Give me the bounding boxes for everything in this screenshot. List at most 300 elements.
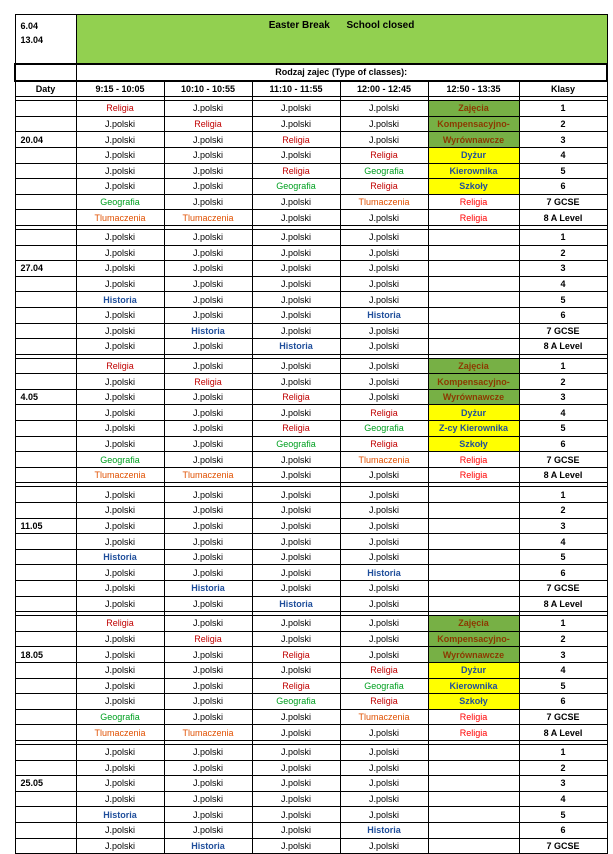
period-5-cell [428, 565, 519, 581]
class-label: 7 GCSE [519, 709, 607, 725]
lesson-cell: Religia [340, 147, 428, 163]
lesson-cell: Geografia [76, 194, 164, 210]
week-date-blank [15, 163, 76, 179]
week-date: 27.04 [15, 261, 76, 277]
week-date: 20.04 [15, 132, 76, 148]
lesson-cell: J.polski [252, 101, 340, 117]
period-5-cell: Zajęcia [428, 101, 519, 117]
col-header-daty: Daty [15, 81, 76, 97]
lesson-cell: Historia [76, 292, 164, 308]
lesson-cell: Historia [164, 838, 252, 854]
lesson-cell: Historia [252, 596, 340, 612]
lesson-cell: Historia [76, 807, 164, 823]
col-header-period-3: 11:10 - 11:55 [252, 81, 340, 97]
lesson-cell: J.polski [76, 389, 164, 405]
lesson-cell: J.polski [164, 744, 252, 760]
period-5-cell [428, 307, 519, 323]
class-label: 4 [519, 791, 607, 807]
lesson-cell: J.polski [164, 776, 252, 792]
lesson-cell: J.polski [164, 194, 252, 210]
lesson-cell: J.polski [252, 565, 340, 581]
lesson-cell: Historia [340, 822, 428, 838]
schedule-row [15, 647, 607, 663]
lesson-cell: J.polski [164, 534, 252, 550]
lesson-cell: J.polski [164, 596, 252, 612]
lesson-cell: J.polski [76, 374, 164, 390]
schedule-row [15, 307, 607, 323]
period-5-cell: Kierownika [428, 678, 519, 694]
lesson-cell: J.polski [76, 229, 164, 245]
lesson-cell: J.polski [252, 405, 340, 421]
lesson-cell: J.polski [252, 307, 340, 323]
class-label: 1 [519, 101, 607, 117]
class-label: 3 [519, 647, 607, 663]
lesson-cell: Religia [76, 616, 164, 632]
schedule-row [15, 339, 607, 355]
lesson-cell: Historia [340, 307, 428, 323]
lesson-cell: J.polski [164, 389, 252, 405]
period-5-cell [428, 276, 519, 292]
schedule-row [15, 776, 607, 792]
schedule-row [15, 163, 607, 179]
lesson-cell: J.polski [340, 807, 428, 823]
week-date-blank [15, 245, 76, 261]
lesson-cell: J.polski [252, 229, 340, 245]
schedule-row [15, 210, 607, 226]
lesson-cell: J.polski [164, 452, 252, 468]
lesson-cell: J.polski [252, 549, 340, 565]
lesson-cell: Religia [252, 389, 340, 405]
lesson-cell: J.polski [340, 838, 428, 854]
period-5-cell: Z-cy Kierownika [428, 421, 519, 437]
week-date-blank [15, 276, 76, 292]
lesson-cell: J.polski [76, 662, 164, 678]
period-5-cell [428, 822, 519, 838]
week-date: 11.05 [15, 518, 76, 534]
schedule-row [15, 822, 607, 838]
lesson-cell: Religia [76, 101, 164, 117]
lesson-cell: J.polski [164, 487, 252, 503]
break-date-1: 6.04 [20, 21, 39, 31]
schedule-row [15, 709, 607, 725]
lesson-cell: Religia [252, 421, 340, 437]
week-date-blank [15, 147, 76, 163]
schedule-row [15, 581, 607, 597]
lesson-cell: Religia [340, 662, 428, 678]
schedule-row [15, 261, 607, 277]
lesson-cell: J.polski [76, 307, 164, 323]
period-5-cell [428, 760, 519, 776]
lesson-cell: J.polski [164, 822, 252, 838]
class-label: 2 [519, 631, 607, 647]
period-5-cell [428, 549, 519, 565]
schedule-row [15, 229, 607, 245]
lesson-cell: J.polski [76, 276, 164, 292]
class-label: 5 [519, 807, 607, 823]
class-label: 4 [519, 147, 607, 163]
week-date-blank [15, 694, 76, 710]
lesson-cell: Tlumaczenia [340, 709, 428, 725]
week-date-blank [15, 822, 76, 838]
lesson-cell: J.polski [252, 245, 340, 261]
lesson-cell: Religia [164, 374, 252, 390]
class-label: 7 GCSE [519, 838, 607, 854]
class-label: 8 A Level [519, 210, 607, 226]
period-5-cell: Wyrównawcze [428, 389, 519, 405]
lesson-cell: J.polski [340, 292, 428, 308]
lesson-cell: Religia [252, 163, 340, 179]
class-label: 1 [519, 229, 607, 245]
period-5-cell [428, 292, 519, 308]
lesson-cell: J.polski [76, 581, 164, 597]
class-label: 6 [519, 822, 607, 838]
lesson-cell: J.polski [252, 709, 340, 725]
lesson-cell: J.polski [164, 292, 252, 308]
lesson-cell: J.polski [164, 147, 252, 163]
class-label: 6 [519, 179, 607, 195]
lesson-cell: J.polski [76, 776, 164, 792]
schedule-row [15, 452, 607, 468]
lesson-cell: J.polski [76, 678, 164, 694]
schedule-row [15, 467, 607, 483]
lesson-cell: J.polski [340, 116, 428, 132]
lesson-cell: J.polski [340, 358, 428, 374]
lesson-cell: J.polski [340, 101, 428, 117]
break-dates [15, 15, 76, 65]
class-label: 6 [519, 694, 607, 710]
week-date-blank [15, 631, 76, 647]
lesson-cell: J.polski [164, 179, 252, 195]
lesson-cell: J.polski [252, 776, 340, 792]
lesson-cell: J.polski [340, 487, 428, 503]
schedule-row [15, 694, 607, 710]
lesson-cell: J.polski [252, 374, 340, 390]
lesson-cell: J.polski [164, 421, 252, 437]
lesson-cell: J.polski [340, 339, 428, 355]
schedule-row [15, 678, 607, 694]
class-label: 6 [519, 436, 607, 452]
class-label: 2 [519, 760, 607, 776]
lesson-cell: Tlumaczenia [76, 467, 164, 483]
class-label: 3 [519, 132, 607, 148]
lesson-cell: J.polski [164, 616, 252, 632]
lesson-cell: J.polski [164, 276, 252, 292]
period-5-cell [428, 807, 519, 823]
schedule-row [15, 725, 607, 741]
lesson-cell: J.polski [340, 389, 428, 405]
lesson-cell: J.polski [252, 147, 340, 163]
lesson-cell: Religia [340, 436, 428, 452]
week-date-blank [15, 323, 76, 339]
period-5-cell [428, 596, 519, 612]
lesson-cell: J.polski [252, 616, 340, 632]
lesson-cell: Geografia [252, 179, 340, 195]
lesson-cell: J.polski [252, 807, 340, 823]
lesson-cell: Geografia [340, 421, 428, 437]
lesson-cell: J.polski [252, 292, 340, 308]
lesson-cell: J.polski [76, 323, 164, 339]
lesson-cell: J.polski [252, 662, 340, 678]
week-date: 25.05 [15, 776, 76, 792]
lesson-cell: J.polski [340, 503, 428, 519]
class-label: 4 [519, 405, 607, 421]
lesson-cell: J.polski [252, 725, 340, 741]
class-label: 1 [519, 487, 607, 503]
lesson-cell: Religia [340, 405, 428, 421]
lesson-cell: J.polski [340, 549, 428, 565]
lesson-cell: J.polski [252, 503, 340, 519]
class-label: 5 [519, 292, 607, 308]
lesson-cell: J.polski [252, 581, 340, 597]
period-5-cell: Szkoły [428, 179, 519, 195]
lesson-cell: J.polski [164, 339, 252, 355]
easter-break-row [15, 15, 607, 65]
period-5-cell: Wyrównawcze [428, 132, 519, 148]
col-header-period-4: 12:00 - 12:45 [340, 81, 428, 97]
col-header-klasy: Klasy [519, 81, 607, 97]
lesson-cell: J.polski [340, 596, 428, 612]
schedule-row [15, 503, 607, 519]
class-label: 3 [519, 389, 607, 405]
period-5-cell: Zajęcia [428, 358, 519, 374]
lesson-cell: J.polski [76, 421, 164, 437]
schedule-row [15, 276, 607, 292]
lesson-cell: J.polski [340, 467, 428, 483]
week-date-blank [15, 534, 76, 550]
lesson-cell: Geografia [252, 436, 340, 452]
period-5-cell [428, 534, 519, 550]
lesson-cell: J.polski [252, 822, 340, 838]
column-header-row [15, 81, 607, 97]
week-date-blank [15, 421, 76, 437]
class-label: 3 [519, 776, 607, 792]
lesson-cell: Tlumaczenia [340, 194, 428, 210]
class-label: 8 A Level [519, 467, 607, 483]
schedule-row [15, 101, 607, 117]
type-of-classes-label: Rodzaj zajec (Type of classes): [76, 64, 607, 81]
lesson-cell: J.polski [76, 147, 164, 163]
week-date: 4.05 [15, 389, 76, 405]
class-label: 5 [519, 678, 607, 694]
lesson-cell: J.polski [252, 518, 340, 534]
lesson-cell: J.polski [340, 631, 428, 647]
lesson-cell: J.polski [340, 581, 428, 597]
class-label: 5 [519, 421, 607, 437]
class-label: 4 [519, 276, 607, 292]
period-5-cell: Kierownika [428, 163, 519, 179]
week-date-blank [15, 503, 76, 519]
class-label: 1 [519, 744, 607, 760]
week-date-blank [15, 210, 76, 226]
class-label: 2 [519, 116, 607, 132]
schedule-row [15, 292, 607, 308]
lesson-cell: J.polski [164, 436, 252, 452]
lesson-cell: J.polski [164, 229, 252, 245]
period-5-cell [428, 245, 519, 261]
schedule-row [15, 744, 607, 760]
lesson-cell: J.polski [76, 261, 164, 277]
class-label: 3 [519, 261, 607, 277]
class-label: 8 A Level [519, 339, 607, 355]
lesson-cell: J.polski [252, 631, 340, 647]
lesson-cell: J.polski [164, 307, 252, 323]
class-label: 5 [519, 163, 607, 179]
period-5-cell: Dyżur [428, 405, 519, 421]
lesson-cell: J.polski [76, 487, 164, 503]
period-5-cell [428, 776, 519, 792]
week-date-blank [15, 807, 76, 823]
lesson-cell: Tlumaczenia [164, 210, 252, 226]
lesson-cell: J.polski [252, 323, 340, 339]
class-label: 6 [519, 307, 607, 323]
lesson-cell: J.polski [252, 744, 340, 760]
lesson-cell: J.polski [76, 822, 164, 838]
lesson-cell: J.polski [76, 132, 164, 148]
period-5-cell: Religia [428, 452, 519, 468]
period-5-cell [428, 339, 519, 355]
period-5-cell: Dyżur [428, 662, 519, 678]
banner-easter-break: Easter Break [268, 20, 330, 31]
class-label: 5 [519, 549, 607, 565]
class-label: 7 GCSE [519, 194, 607, 210]
lesson-cell: Geografia [340, 163, 428, 179]
class-label: 8 A Level [519, 725, 607, 741]
lesson-cell: J.polski [164, 132, 252, 148]
week-date-blank [15, 339, 76, 355]
week-date-blank [15, 549, 76, 565]
lesson-cell: Historia [252, 339, 340, 355]
lesson-cell: Religia [340, 179, 428, 195]
week-date-blank [15, 436, 76, 452]
schedule-row [15, 116, 607, 132]
period-5-cell: Dyżur [428, 147, 519, 163]
period-5-cell: Kompensacyjno- [428, 374, 519, 390]
period-5-cell [428, 744, 519, 760]
lesson-cell: J.polski [252, 261, 340, 277]
lesson-cell: Religia [340, 694, 428, 710]
lesson-cell: J.polski [164, 405, 252, 421]
week-date-blank [15, 179, 76, 195]
lesson-cell: J.polski [340, 374, 428, 390]
lesson-cell: J.polski [252, 760, 340, 776]
lesson-cell: J.polski [164, 647, 252, 663]
lesson-cell: J.polski [164, 709, 252, 725]
week-date-blank [15, 565, 76, 581]
schedule-row [15, 662, 607, 678]
schedule-row [15, 323, 607, 339]
lesson-cell: J.polski [76, 760, 164, 776]
lesson-cell: J.polski [76, 596, 164, 612]
lesson-cell: J.polski [340, 323, 428, 339]
lesson-cell: J.polski [76, 647, 164, 663]
period-5-cell: Kompensacyjno- [428, 631, 519, 647]
class-label: 4 [519, 662, 607, 678]
week-date-blank [15, 405, 76, 421]
class-label: 3 [519, 518, 607, 534]
week-date-blank [15, 744, 76, 760]
schedule-row [15, 807, 607, 823]
week-date-blank [15, 838, 76, 854]
lesson-cell: Historia [76, 549, 164, 565]
lesson-cell: J.polski [76, 503, 164, 519]
schedule-row [15, 245, 607, 261]
week-date-blank [15, 194, 76, 210]
period-5-cell: Wyrównawcze [428, 647, 519, 663]
lesson-cell: Tlumaczenia [76, 725, 164, 741]
period-5-cell [428, 323, 519, 339]
week-date-blank [15, 307, 76, 323]
lesson-cell: J.polski [340, 518, 428, 534]
lesson-cell: J.polski [76, 694, 164, 710]
lesson-cell: Religia [252, 647, 340, 663]
schedule-row [15, 132, 607, 148]
lesson-cell: J.polski [164, 760, 252, 776]
lesson-cell: J.polski [164, 694, 252, 710]
schedule-row [15, 374, 607, 390]
lesson-cell: J.polski [252, 358, 340, 374]
week-date-blank [15, 374, 76, 390]
week-date: 18.05 [15, 647, 76, 663]
week-date-blank [15, 487, 76, 503]
lesson-cell: J.polski [340, 534, 428, 550]
week-date-blank [15, 725, 76, 741]
schedule-row [15, 565, 607, 581]
lesson-cell: J.polski [76, 518, 164, 534]
schedule-row [15, 436, 607, 452]
week-date-blank [15, 616, 76, 632]
week-date-blank [15, 596, 76, 612]
col-header-period-5: 12:50 - 13:35 [428, 81, 519, 97]
lesson-cell: Tlumaczenia [164, 725, 252, 741]
lesson-cell: J.polski [76, 838, 164, 854]
lesson-cell: J.polski [252, 116, 340, 132]
lesson-cell: Historia [164, 323, 252, 339]
lesson-cell: Tlumaczenia [340, 452, 428, 468]
period-5-cell: Religia [428, 725, 519, 741]
lesson-cell: J.polski [252, 194, 340, 210]
lesson-cell: J.polski [76, 791, 164, 807]
lesson-cell: J.polski [340, 725, 428, 741]
type-of-classes-row [15, 64, 607, 81]
lesson-cell: J.polski [76, 179, 164, 195]
class-label: 7 GCSE [519, 581, 607, 597]
lesson-cell: J.polski [76, 534, 164, 550]
break-date-2: 13.04 [20, 35, 44, 45]
lesson-cell: J.polski [76, 565, 164, 581]
week-date-blank [15, 581, 76, 597]
class-label: 2 [519, 503, 607, 519]
schedule-row [15, 518, 607, 534]
class-label: 8 A Level [519, 596, 607, 612]
period-5-cell: Szkoły [428, 694, 519, 710]
schedule-row [15, 534, 607, 550]
banner-school-closed: School closed [346, 20, 415, 31]
lesson-cell: J.polski [340, 245, 428, 261]
class-label: 7 GCSE [519, 452, 607, 468]
class-label: 4 [519, 534, 607, 550]
timetable [14, 14, 608, 854]
lesson-cell: Religia [76, 358, 164, 374]
lesson-cell: J.polski [164, 245, 252, 261]
lesson-cell: J.polski [340, 210, 428, 226]
lesson-cell: J.polski [164, 565, 252, 581]
schedule-row [15, 549, 607, 565]
lesson-cell: J.polski [164, 358, 252, 374]
lesson-cell: J.polski [164, 261, 252, 277]
lesson-cell: Geografia [76, 452, 164, 468]
lesson-cell: J.polski [340, 647, 428, 663]
col-header-period-1: 9:15 - 10:05 [76, 81, 164, 97]
